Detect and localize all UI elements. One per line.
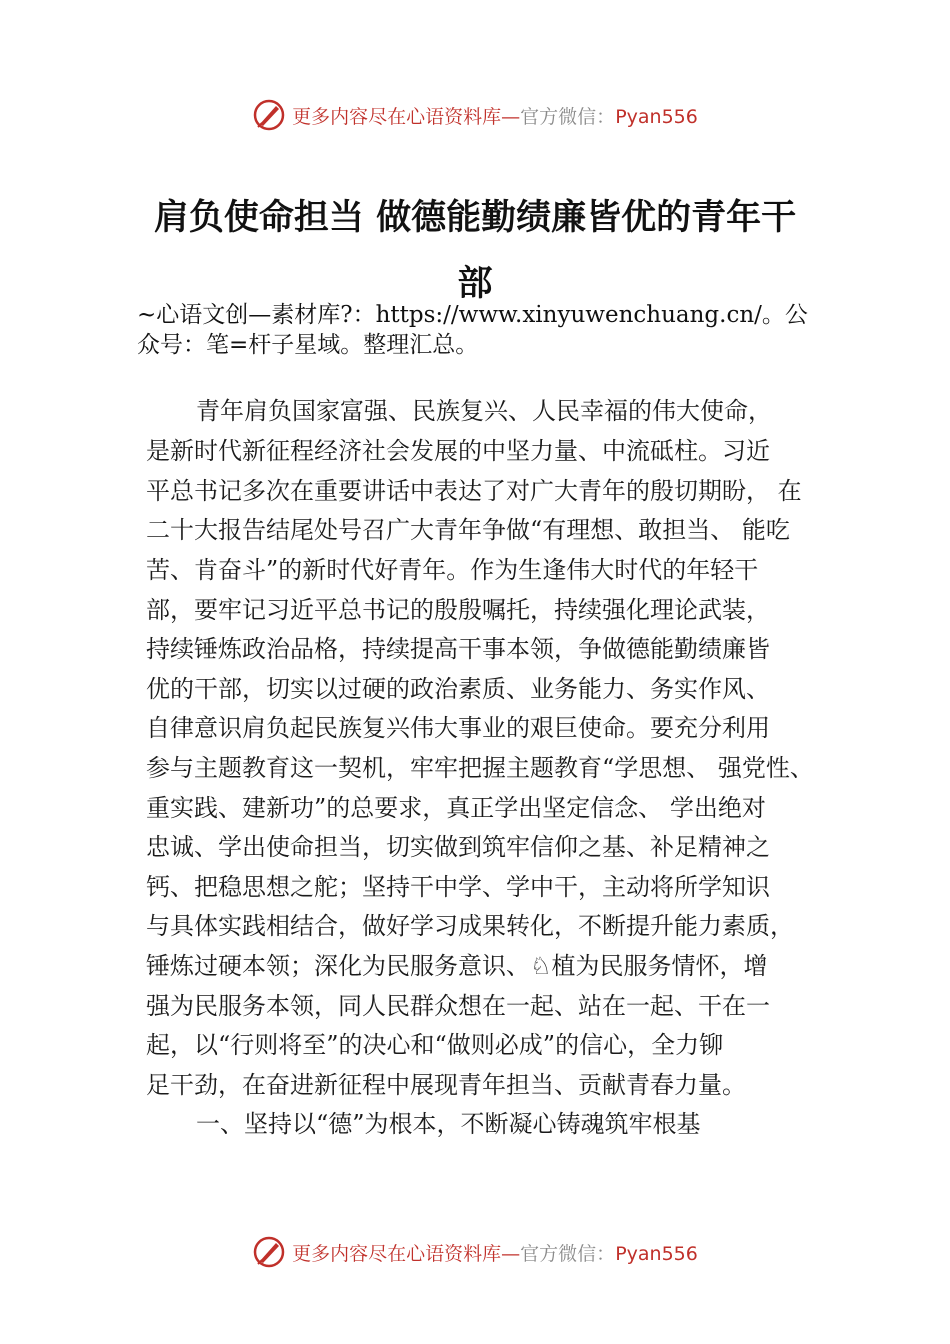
banner-wechat-label: 官方微信： <box>520 1242 616 1265</box>
quill-logo-icon <box>252 1235 286 1269</box>
source-line-1: ~心语文创—素材库?：https://www.xinyuwenchuang.cn/。公 <box>137 302 808 328</box>
banner-wechat-label: 官方微信： <box>520 105 616 128</box>
banner-wechat-id: Pyan556 <box>615 1242 698 1265</box>
body-line: 强为民服务本领，同人民群众想在一起、站在一起、干在一 <box>146 992 770 1020</box>
banner-text <box>292 102 698 129</box>
section-heading: 一、坚持以“德”为根本，不断凝心铸魂筑牢根基 <box>196 1110 701 1138</box>
banner-text <box>292 1239 698 1266</box>
body-line: 与具体实践相结合，做好学习成果转化，不断提升能力素质， <box>146 912 794 940</box>
footer-banner <box>0 1232 950 1272</box>
body-line: 忠诚、学出使命担当，切实做到筑牢信仰之基、补足精神之 <box>146 833 770 861</box>
body-line: 起，以“行则将至”的决心和“做则必成”的信心，全力铆 <box>146 1031 724 1059</box>
banner-slogan: 更多内容尽在心语资料库— <box>292 105 521 128</box>
quill-logo-icon <box>252 98 286 132</box>
body-line: 持续锤炼政治品格，持续提高干事本领，争做德能勤绩廉皆 <box>146 635 770 663</box>
body-line: 是新时代新征程经济社会发展的中坚力量、中流砥柱。习近 <box>146 437 770 465</box>
body-line: 钙、把稳思想之舵；坚持干中学、学中干，主动将所学知识 <box>146 873 770 901</box>
source-note <box>137 300 837 360</box>
body-line: 自律意识肩负起民族复兴伟大事业的艰巨使命。要充分利用 <box>146 714 770 742</box>
body-line: 苦、肯奋斗”的新时代好青年。作为生逢伟大时代的年轻干 <box>146 556 759 584</box>
body-line: 锤炼过硬本领；深化为民服务意识、♘植为民服务情怀，增 <box>146 952 768 980</box>
body-line: 部，要牢记习近平总书记的殷殷嘱托，持续强化理论武装， <box>146 596 770 624</box>
body-line: 参与主题教育这一契机，牢牢把握主题教育“学思想、 强党性、 <box>146 754 814 782</box>
body-line: 足干劲，在奋进新征程中展现青年担当、贡献青春力量。 <box>146 1071 746 1099</box>
header-banner <box>0 95 950 135</box>
document-title-line-1: 肩负使命担当 做德能勤绩廉皆优的青年干 <box>153 198 797 238</box>
banner-slogan: 更多内容尽在心语资料库— <box>292 1242 521 1265</box>
body-line: 二十大报告结尾处号召广大青年争做“有理想、敢担当、 能吃 <box>146 516 790 544</box>
body-line: 青年肩负国家富强、民族复兴、人民幸福的伟大使命， <box>196 397 772 425</box>
body-line: 平总书记多次在重要讲话中表达了对广大青年的殷切期盼， 在 <box>146 477 802 505</box>
banner-wechat-id: Pyan556 <box>615 105 698 128</box>
body-line: 优的干部，切实以过硬的政治素质、业务能力、务实作风、 <box>146 675 770 703</box>
body-line: 重实践、建新功”的总要求，真正学出坚定信念、 学出绝对 <box>146 794 766 822</box>
source-line-2: 众号：笔=杆子星域。整理汇总。 <box>137 332 479 358</box>
document-title-line-2: 部 <box>457 264 493 304</box>
